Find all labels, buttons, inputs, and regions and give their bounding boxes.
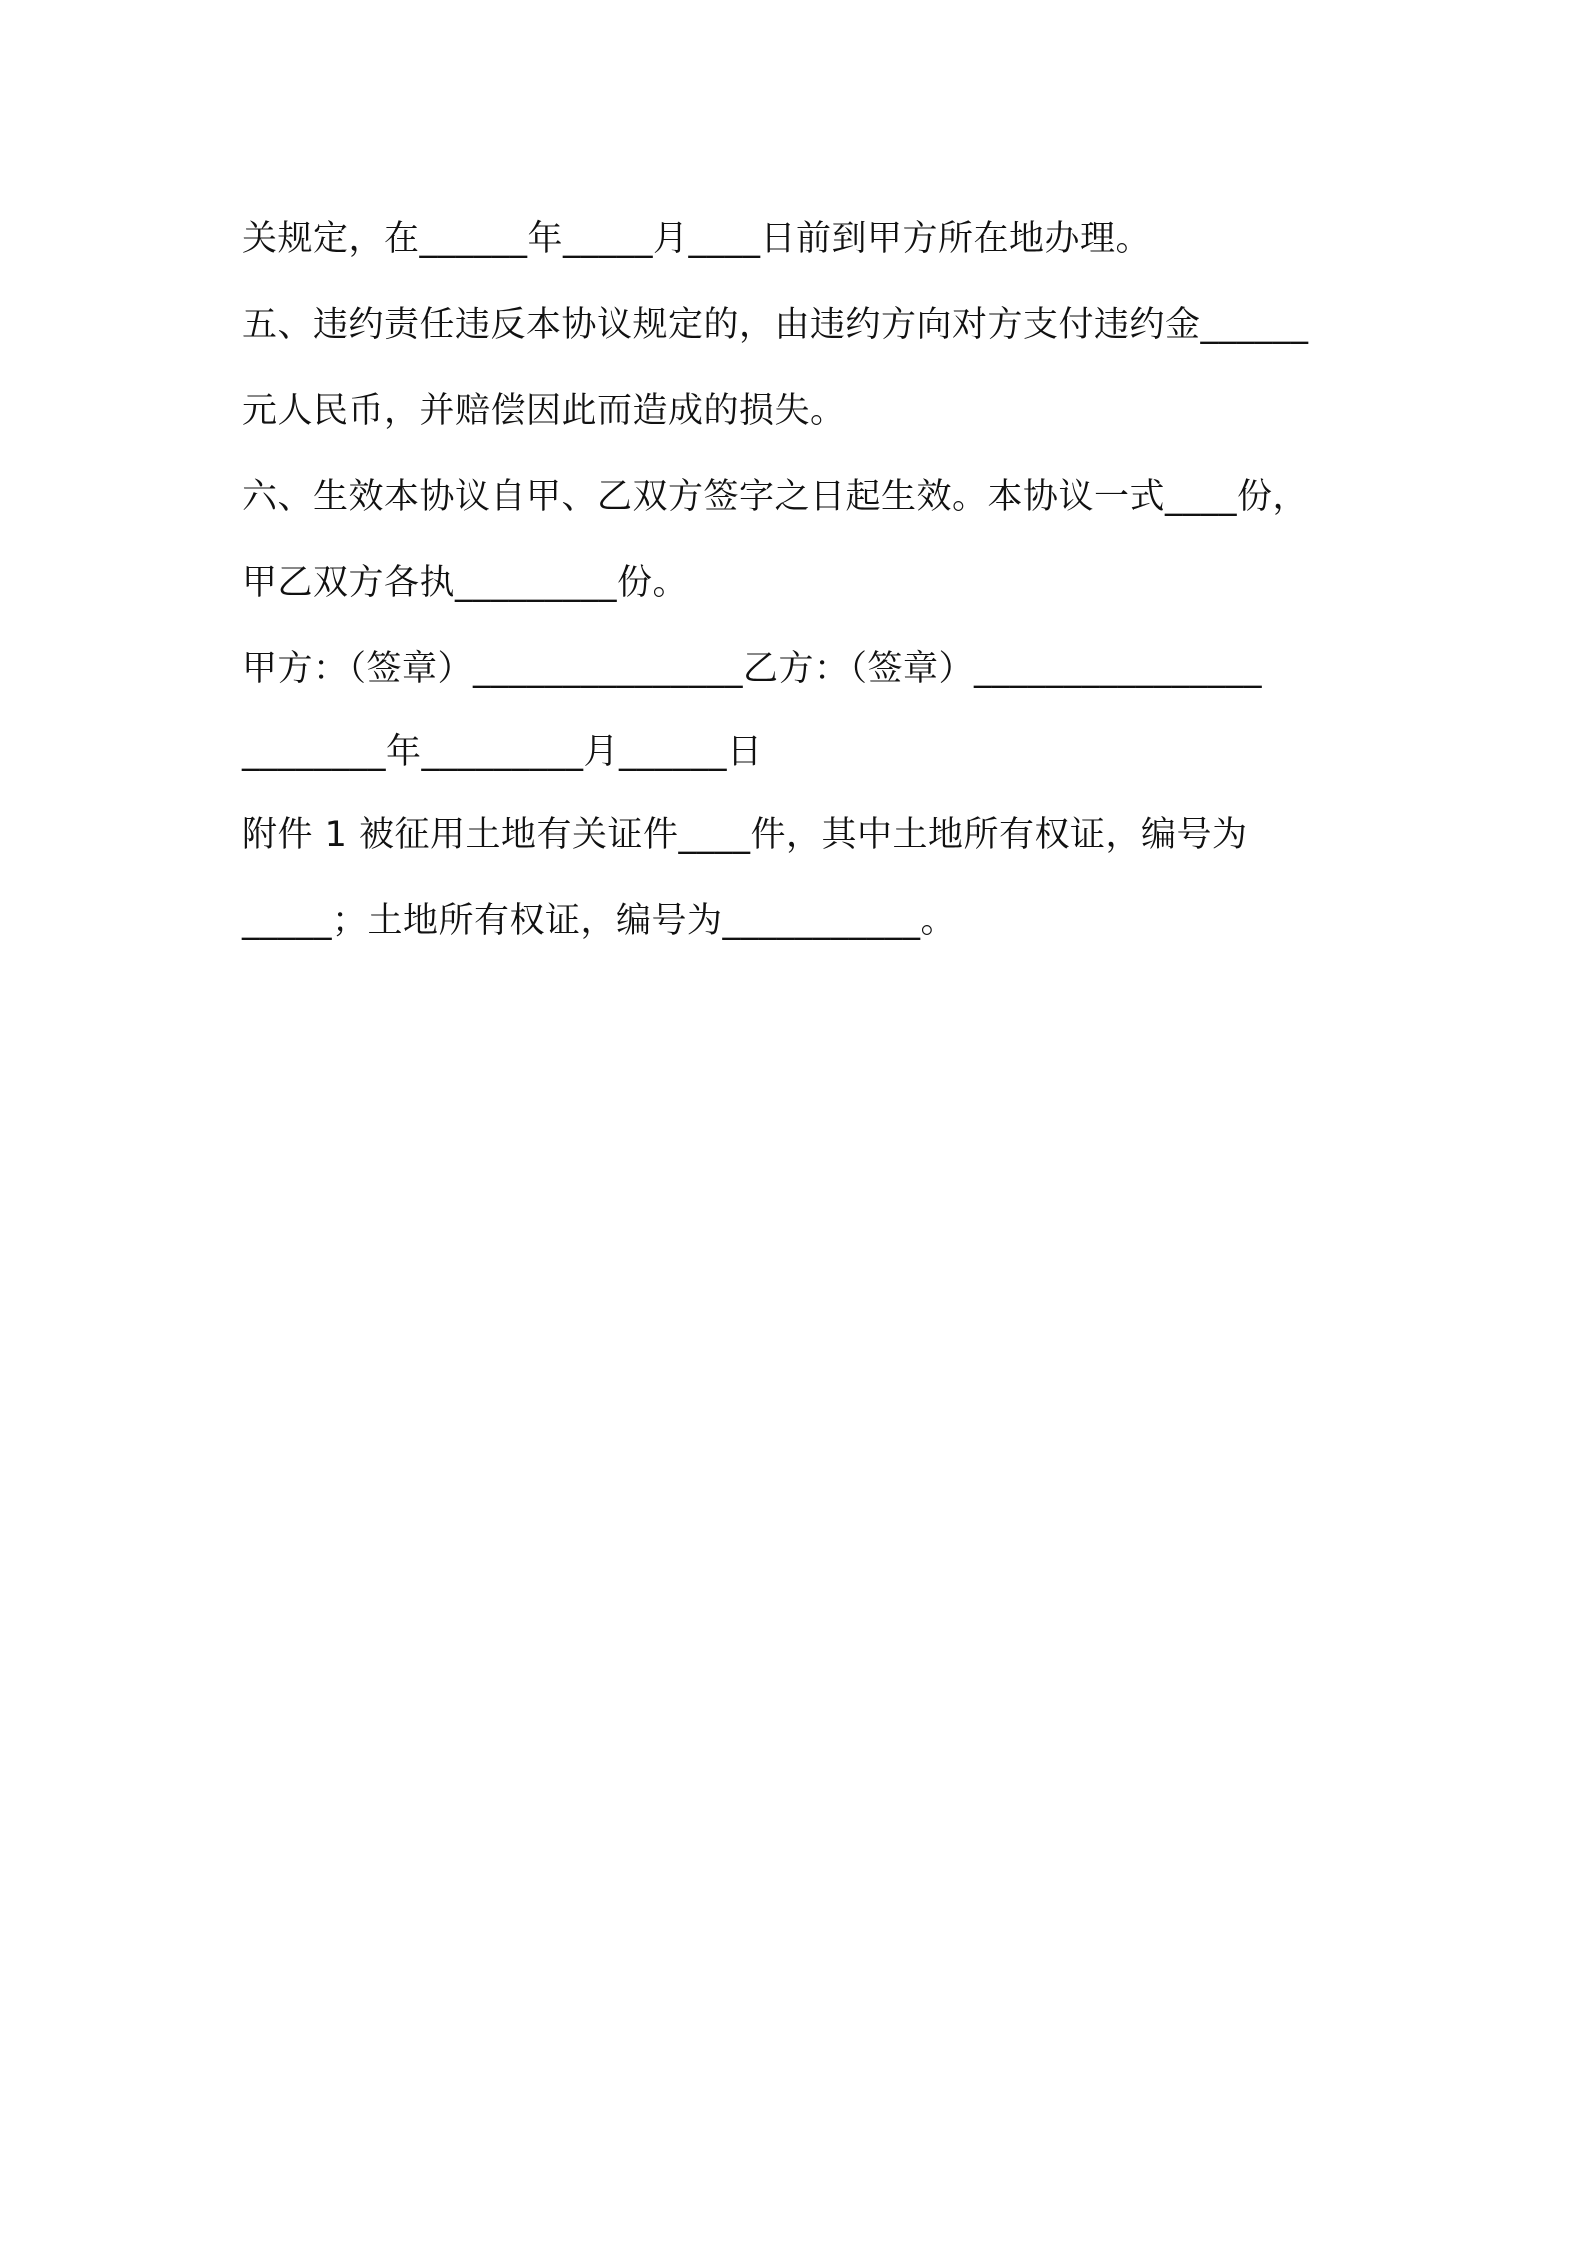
text-line-certificate-number: _____；土地所有权证，编号为___________。 [242,901,957,941]
text-line-sign-date: ________年_________月______日 [242,732,763,772]
text-line-compensation: 元人民币，并赔偿因此而造成的损失。 [242,391,846,431]
text-line-attachment: 附件 1 被征用土地有关证件____件，其中土地所有权证，编号为 [242,815,1248,855]
text-line-handling-date: 关规定，在______年_____月____日前到甲方所在地办理。 [242,219,1152,259]
text-line-effectiveness: 六、生效本协议自甲、乙双方签字之日起生效。本协议一式____份， [242,477,1309,517]
document-body [242,196,1362,964]
text-line-copies: 甲乙双方各执_________份。 [242,563,689,603]
text-line-signatures: 甲方：（签章）_______________乙方：（签章）________________ [242,649,1263,689]
text-line-breach-liability: 五、违约责任违反本协议规定的，由违约方向对方支付违约金______ [242,305,1309,345]
